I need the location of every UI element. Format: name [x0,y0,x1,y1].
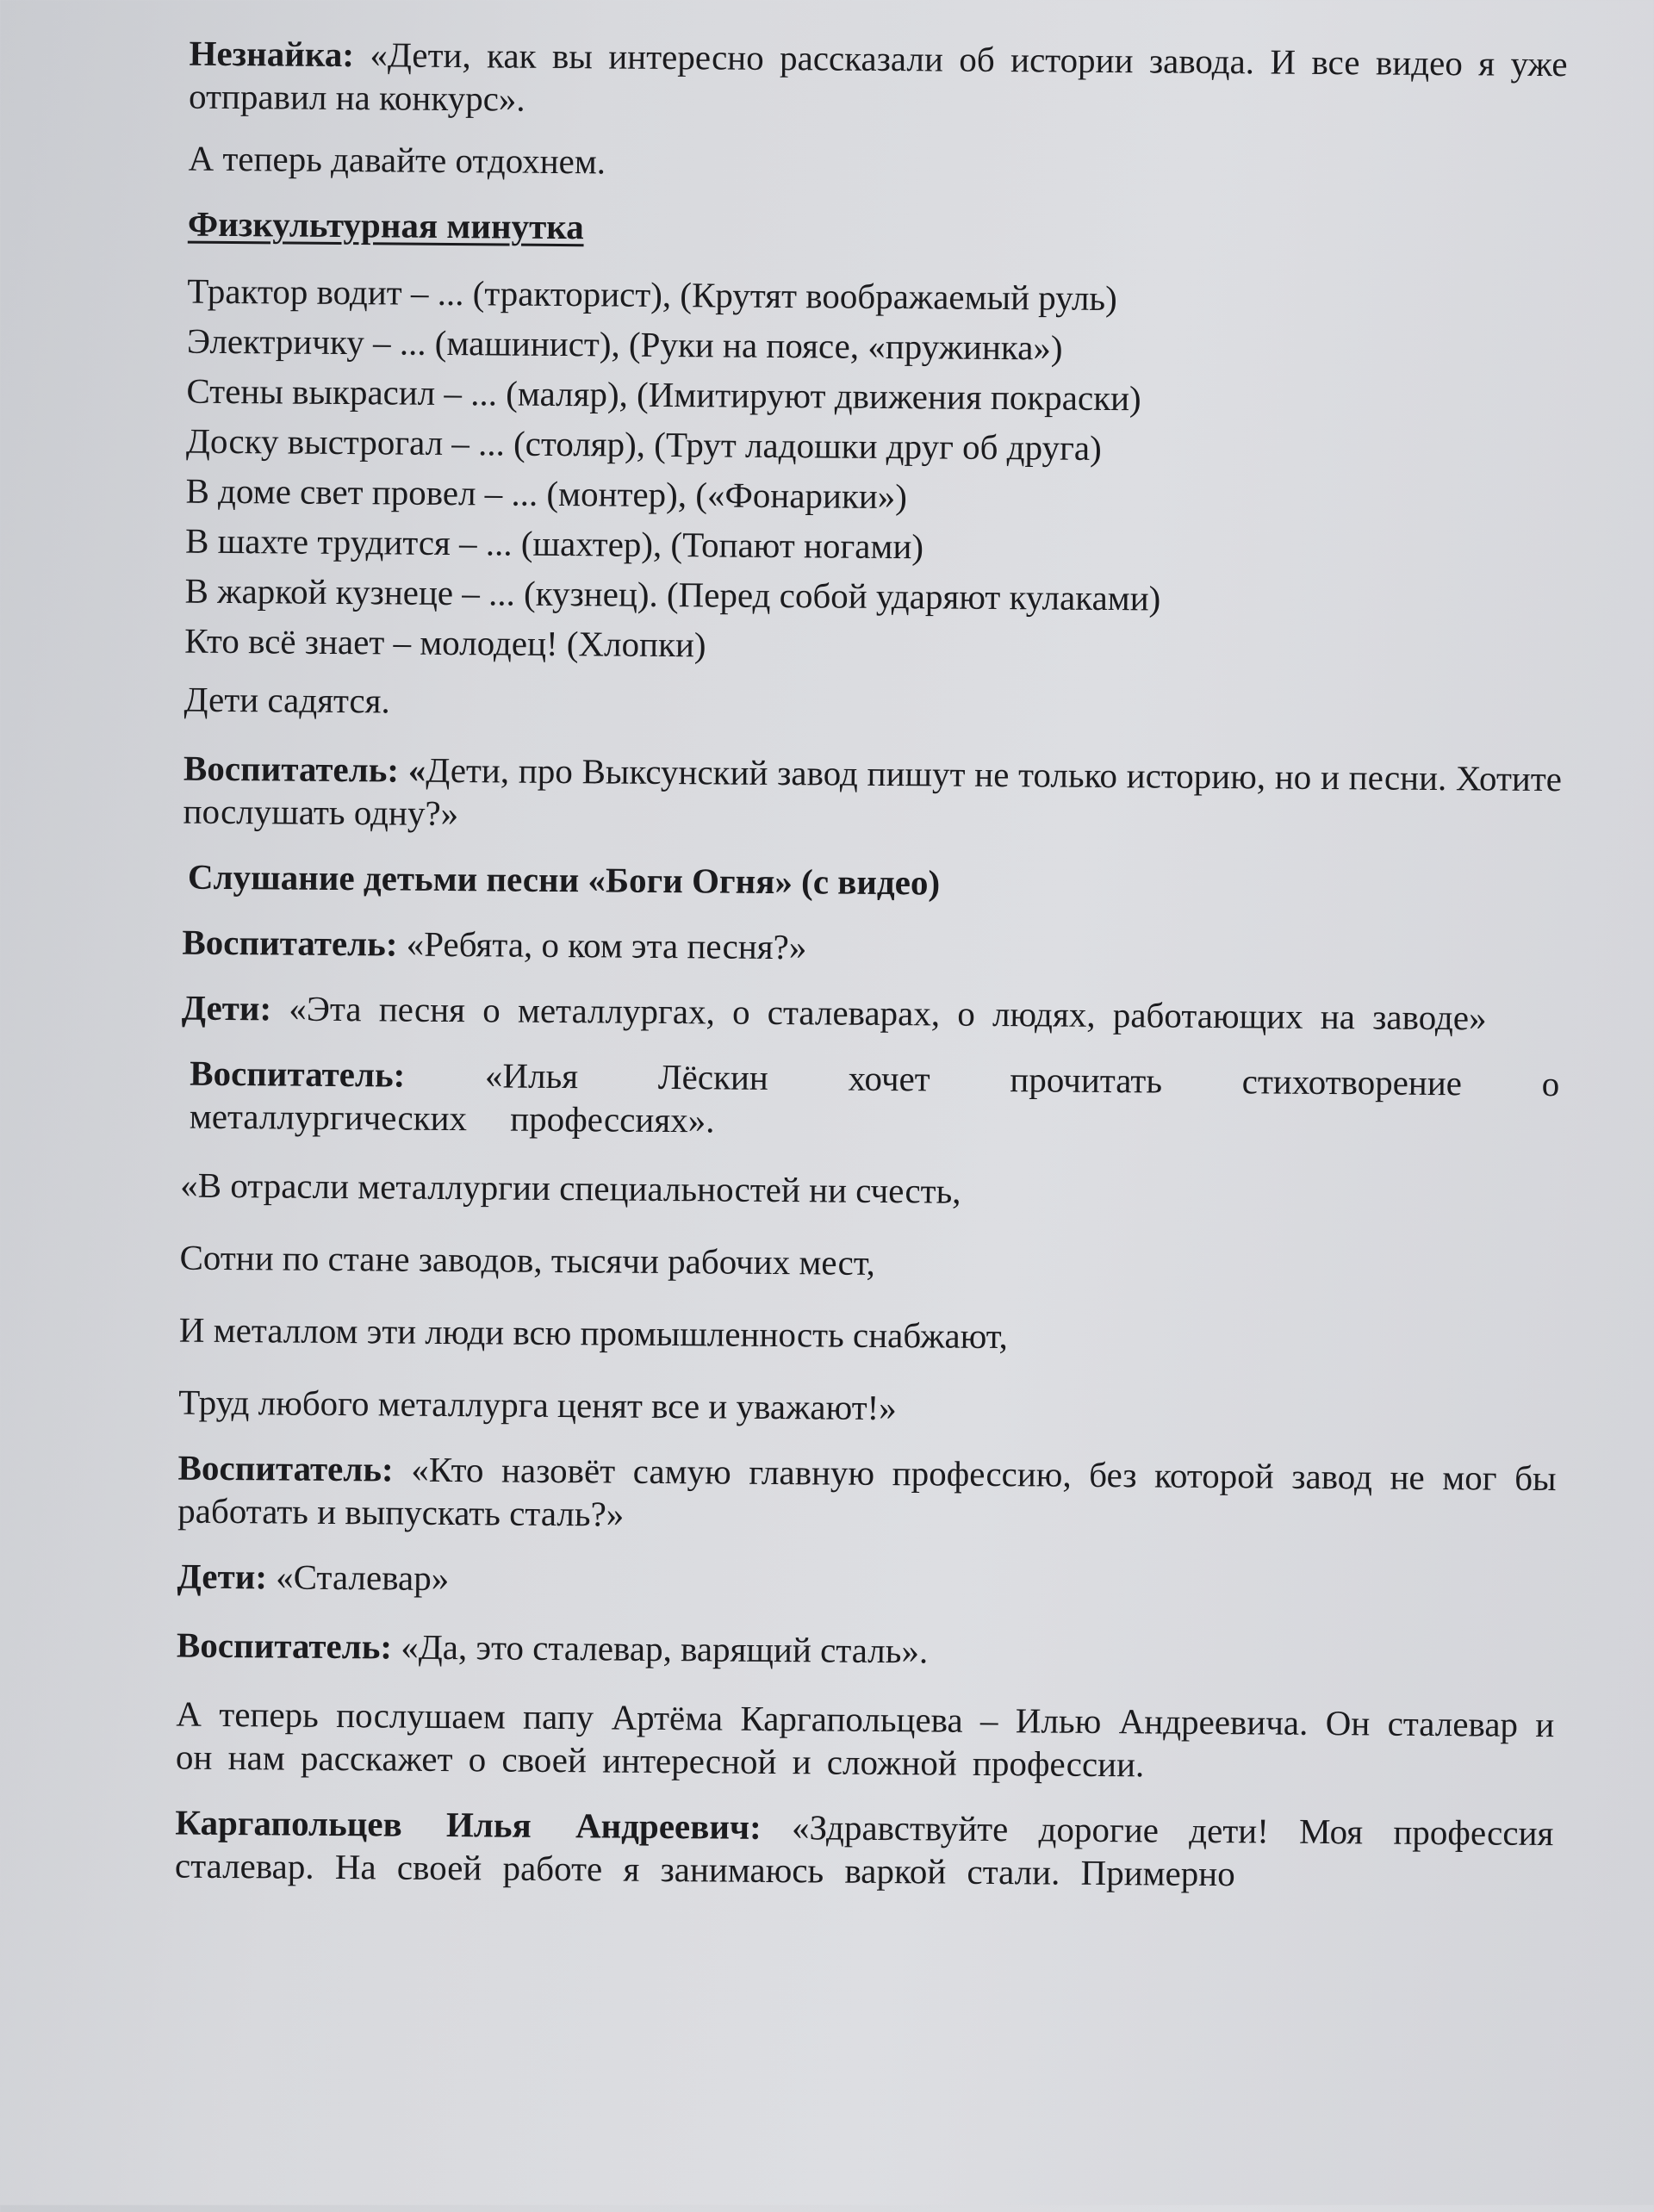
speaker-neznaika: Незнайка: [189,33,355,75]
dialog-text: «Да, это сталевар, варящий сталь». [391,1626,929,1671]
dialog-paragraph [182,986,1560,1041]
poem-line: Трактор водит – ... (тракторист), (Крутят воображаемый руль) [187,270,1117,319]
verse-line: «В отрасли металлургии специальностей ни счесть, [180,1165,961,1211]
speaker-teacher: Воспитатель: « [183,748,426,790]
poem-line: Электричку – ... (машинист), (Руки на поясе, «пружинка») [186,320,1063,368]
fizkult-poem [184,266,1566,677]
dialog-text: «Ребята, о ком эта песня?» [397,923,807,967]
poem-line: Доску выстрогал – ... (столяр), (Трут ладошки друг об друга) [185,420,1102,468]
dialog-text: Дети, про Выксунский завод пишут не только историю, но и песни. Хотите послушать одну?» [183,749,1563,834]
verse-line: Труд любого металлурга ценят все и уважают!» [178,1382,897,1428]
poem-line: Стены выкрасил – ... (маляр), (Имитируют движения покраски) [186,370,1141,419]
dialog-paragraph [175,1801,1554,1898]
dialog-paragraph [181,1052,1560,1149]
speaker-teacher: Воспитатель: [176,1625,393,1667]
fizkult-title: Физкультурная минутка [187,203,584,247]
narration-paragraph: А теперь послушаем папу Артёма Каргапольцева – Илью Андреевича. Он сталевар и он нам расскажет о своей интересной и сложной профессии. [175,1693,1555,1785]
speaker-teacher: Воспитатель: [182,922,398,964]
dialog-text: «Здравствуйте дорогие дети! Моя профессия сталевар. На своей работе я занимаюсь варкой стали. Примерно [174,1806,1554,1894]
dialog-paragraph [177,1555,1555,1609]
intro-text: «Дети, как вы интересно рассказали об истории завода. И все видео я уже отправил на конкурс». [188,34,1568,119]
dialog-text: «Эта песня о металлургах, о сталеварах, о людях, работающих на заводе» [270,988,1487,1038]
speaker-children: Дети: [181,987,272,1028]
children-sit-line: Дети садятся. [183,679,390,721]
dialog-text: «Кто назовёт самую главную профессию, без которой завод не мог бы работать и выпускать сталь?» [177,1449,1557,1534]
poem-line: В шахте трудится – ... (шахтер), (Топают ногами) [184,520,924,567]
poem-line: В жаркой кузнеце – ... (кузнец). (Перед собой ударяют кулаками) [184,570,1161,618]
poem-line: Кто всё знает – молодец! (Хлопки) [184,620,706,665]
speaker-teacher: Воспитатель: [190,1053,406,1095]
dialog-paragraph [177,1624,1555,1678]
dialog-text: «Илья Лёскин хочет прочитать стихотворение о металлургических профессиях». [189,1054,1560,1140]
verse-line: И металлом эти люди всю промышленность снабжают, [178,1309,1009,1357]
poem-line: В доме свет провел – ... (монтер), («Фонарики») [185,470,908,517]
dialog-paragraph [183,747,1562,844]
speaker-kargapoltsev: Каргапольцев Илья Андреевич: [175,1802,762,1847]
intro-paragraph [189,32,1568,129]
song-heading: Слушание детьми песни «Боги Огня» (с видео) [187,856,941,903]
speaker-children: Дети: [177,1556,268,1597]
verse-line: Сотни по стане заводов, тысячи рабочих мест, [179,1237,876,1283]
dialog-paragraph [182,921,1560,975]
dialog-text: «Сталевар» [266,1556,450,1599]
dialog-paragraph [177,1446,1557,1544]
rest-line: А теперь давайте отдохнем. [188,138,606,182]
metallurgy-verse [178,1164,1558,1435]
speaker-teacher: Воспитатель: [177,1447,394,1489]
